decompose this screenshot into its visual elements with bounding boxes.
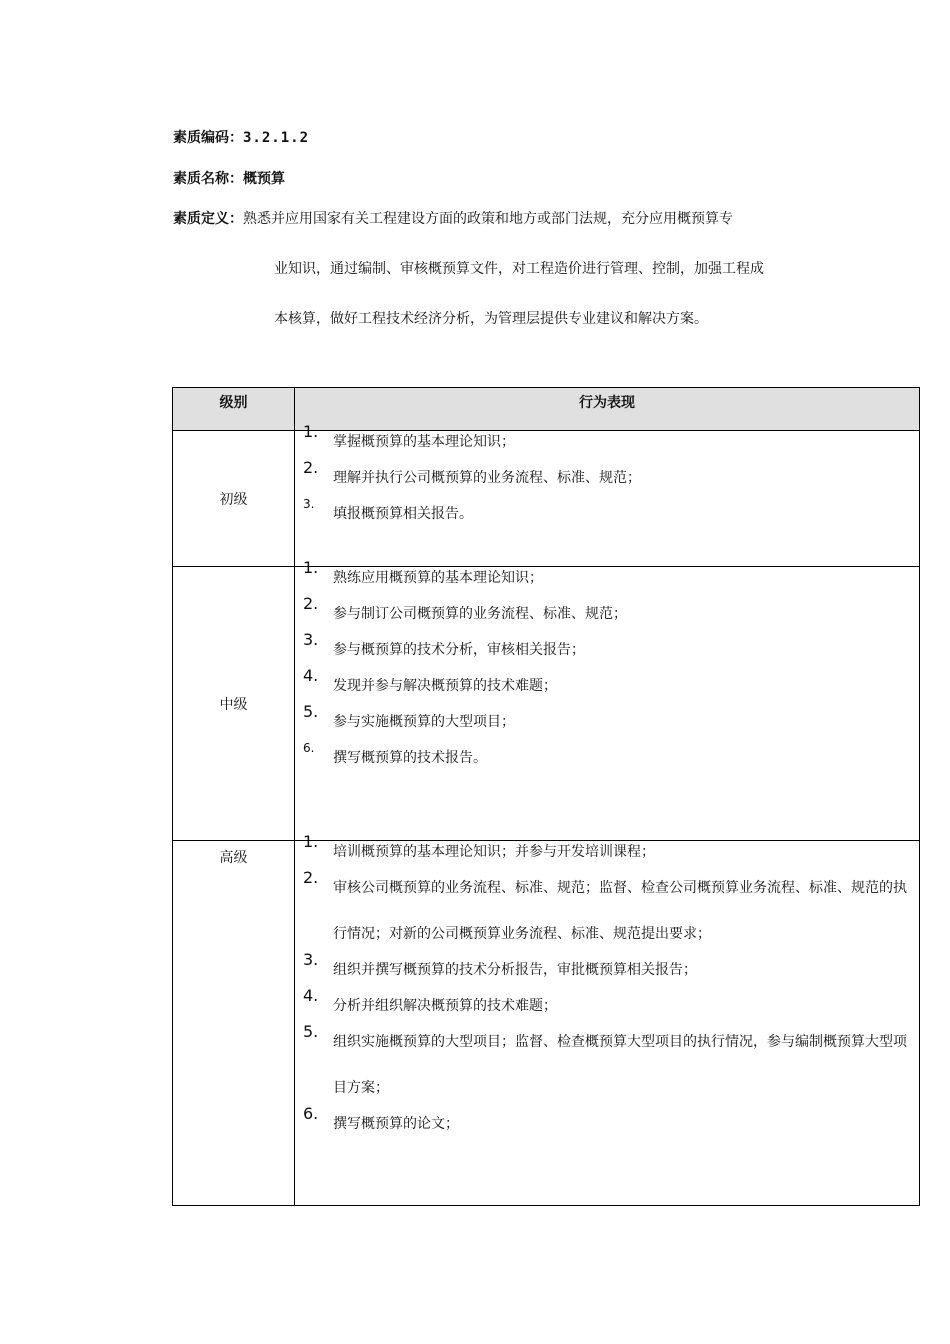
behavior-cell-senior — [295, 832, 920, 1206]
header-level — [173, 388, 295, 431]
competency-definition-text-1: 熟悉并应用国家有关工程建设方面的政策和地方或部门法规，充分应用概预算专 — [243, 211, 733, 227]
competency-definition-line — [173, 209, 733, 229]
item-text: 撰写概预算的技术报告。 — [333, 750, 487, 766]
item-number: 1. — [303, 832, 319, 851]
item-number: 2. — [303, 458, 319, 477]
behavior-item — [295, 1019, 919, 1111]
behavior-level-table — [172, 387, 920, 1206]
level-cell-junior: 初级 — [173, 431, 295, 567]
item-number: 3. — [303, 497, 315, 511]
item-number: 2. — [303, 594, 319, 613]
item-text: 参与实施概预算的大型项目； — [333, 714, 515, 730]
item-number: 3. — [303, 630, 319, 649]
competency-name-label: 素质名称： — [173, 171, 243, 187]
item-text: 发现并参与解决概预算的技术难题； — [333, 678, 557, 694]
item-number: 4. — [303, 666, 319, 685]
level-cell-senior: 高级 — [173, 841, 295, 1206]
item-text: 组织实施概预算的大型项目；监督、检查概预算大型项目的执行情况，参与编制概预算大型项目方案； — [333, 1034, 907, 1096]
item-text: 审核公司概预算的业务流程、标准、规范；监督、检查公司概预算业务流程、标准、规范的执行情况；对新的公司概预算业务流程、标准、规范提出要求； — [333, 880, 907, 942]
item-text: 熟练应用概预算的基本理论知识； — [333, 570, 543, 586]
behavior-item — [295, 491, 919, 537]
item-number: 5. — [303, 702, 319, 721]
competency-definition-label: 素质定义： — [173, 211, 243, 227]
competency-code-line — [173, 128, 309, 148]
table-row-intermediate — [173, 567, 920, 841]
behavior-cell-intermediate — [295, 558, 920, 841]
item-text: 撰写概预算的论文； — [333, 1116, 459, 1132]
item-text: 培训概预算的基本理论知识；并参与开发培训课程； — [333, 844, 655, 860]
competency-name-line — [173, 169, 285, 189]
item-number: 1. — [303, 422, 319, 441]
behavior-item — [295, 1101, 919, 1147]
item-number: 4. — [303, 986, 319, 1005]
item-text: 分析并组织解决概预算的技术难题； — [333, 998, 557, 1014]
item-text: 掌握概预算的基本理论知识； — [333, 434, 515, 450]
item-number: 1. — [303, 558, 319, 577]
item-text: 参与概预算的技术分析，审核相关报告； — [333, 642, 585, 658]
table-row-senior — [173, 841, 920, 1206]
item-text: 填报概预算相关报告。 — [333, 506, 473, 522]
behavior-item — [295, 735, 919, 781]
competency-code-value: 3.2.1.2 — [243, 130, 310, 146]
header-level-label: 级别 — [219, 395, 248, 411]
competency-code-label: 素质编码： — [173, 130, 243, 146]
item-text: 组织并撰写概预算的技术分析报告，审批概预算相关报告； — [333, 962, 697, 978]
item-number: 5. — [303, 1022, 319, 1041]
item-text: 参与制订公司概预算的业务流程、标准、规范； — [333, 606, 627, 622]
level-cell-intermediate: 中级 — [173, 567, 295, 841]
behavior-cell-junior — [295, 422, 920, 567]
competency-definition-text-3: 本核算，做好工程技术经济分析，为管理层提供专业建议和解决方案。 — [274, 311, 708, 327]
item-number: 6. — [303, 1104, 319, 1123]
item-number: 2. — [303, 868, 319, 887]
behavior-item — [295, 865, 919, 957]
table-row-junior — [173, 431, 920, 567]
item-text: 理解并执行公司概预算的业务流程、标准、规范； — [333, 470, 641, 486]
competency-name-value: 概预算 — [243, 171, 285, 187]
item-number: 3. — [303, 950, 319, 969]
header-behavior-label: 行为表现 — [579, 395, 635, 411]
item-number: 6. — [303, 741, 315, 755]
competency-definition-text-2: 业知识，通过编制、审核概预算文件，对工程造价进行管理、控制，加强工程成 — [274, 261, 764, 277]
